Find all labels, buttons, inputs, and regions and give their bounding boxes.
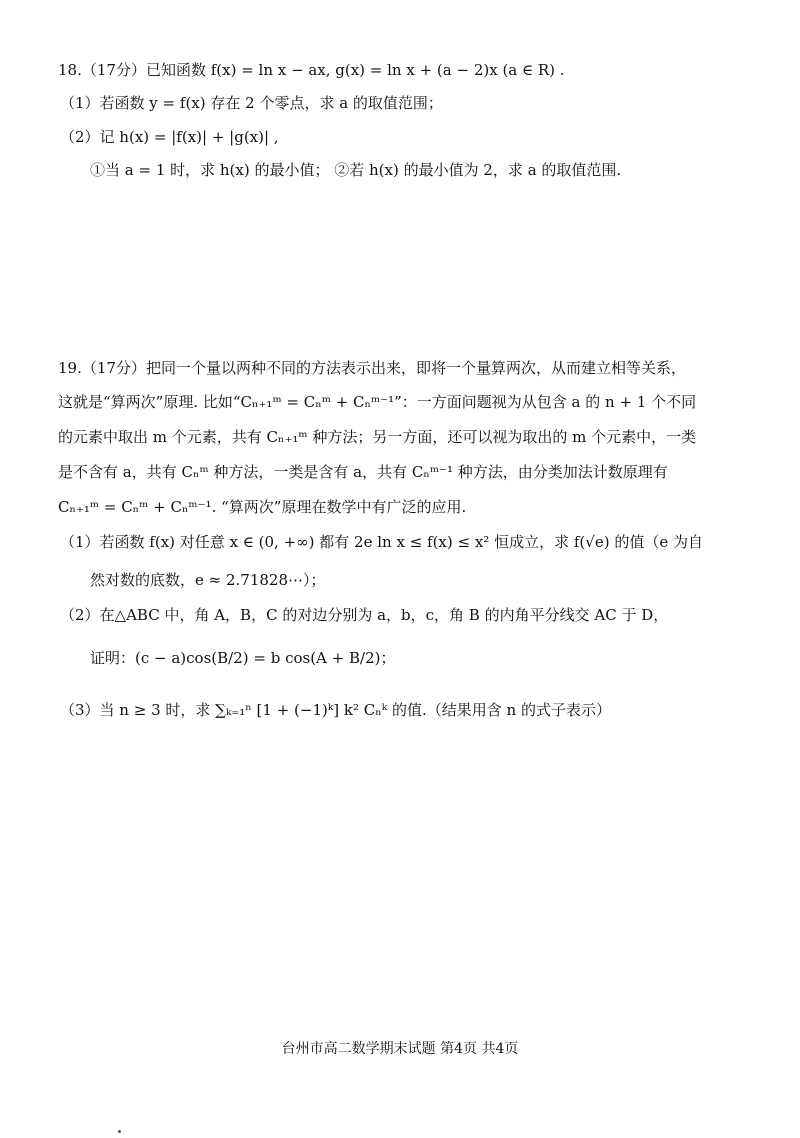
q19-intro-line: 这就是“算两次”原理. 比如“Cₙ₊₁ᵐ = Cₙᵐ + Cₙᵐ⁻¹”：一方面问题视为从包含 a 的 n + 1 个不同: [58, 393, 697, 411]
q19-part2: （2）在△ABC 中，角 A，B，C 的对边分别为 a，b，c，角 B 的内角平分线交 AC 于 D，: [60, 606, 669, 624]
q18-title: 18.（17分）已知函数 f(x) = ln x − ax, g(x) = ln x + (a − 2)x (a ∈ R) .: [58, 61, 565, 79]
q18-part2: （2）记 h(x) = |f(x)| + |g(x)| ,: [60, 128, 279, 146]
q19-intro-line: 的元素中取出 m 个元素，共有 Cₙ₊₁ᵐ 种方法；另一方面，还可以视为取出的 m 个元素中，一类: [58, 428, 697, 446]
q19-intro-line: 19.（17分）把同一个量以两种不同的方法表示出来，即将一个量算两次，从而建立相等关系，: [58, 359, 686, 377]
q19-part3: （3）当 n ≥ 3 时，求 ∑ₖ₌₁ⁿ [1 + (−1)ᵏ] k² Cₙᵏ 的值.（结果用含 n 的式子表示）: [60, 701, 611, 719]
q19-intro-line: Cₙ₊₁ᵐ = Cₙᵐ + Cₙᵐ⁻¹. “算两次”原理在数学中有广泛的应用.: [58, 498, 467, 516]
page-footer: 台州市高二数学期末试题 第4页 共4页: [281, 1041, 519, 1057]
q19-part1-cont: 然对数的底数，e ≈ 2.71828⋯）；: [90, 571, 326, 589]
q18-part1: （1）若函数 y = f(x) 存在 2 个零点，求 a 的取值范围；: [60, 94, 443, 112]
q19-intro-line: 是不含有 a，共有 Cₙᵐ 种方法，一类是含有 a，共有 Cₙᵐ⁻¹ 种方法，由分类加法计数原理有: [58, 463, 668, 481]
q18-part2-sub: ①当 a = 1 时，求 h(x) 的最小值； ②若 h(x) 的最小值为 2，求 a 的取值范围.: [90, 161, 622, 179]
q19-part1: （1）若函数 f(x) 对任意 x ∈ (0, +∞) 都有 2e ln x ≤ f(x) ≤ x² 恒成立，求 f(√e) 的值（e 为自: [60, 533, 703, 551]
scan-speck: [118, 1130, 121, 1133]
q19-part2-proof: 证明：(c − a)cos(B/2) = b cos(A + B/2)；: [90, 649, 396, 667]
